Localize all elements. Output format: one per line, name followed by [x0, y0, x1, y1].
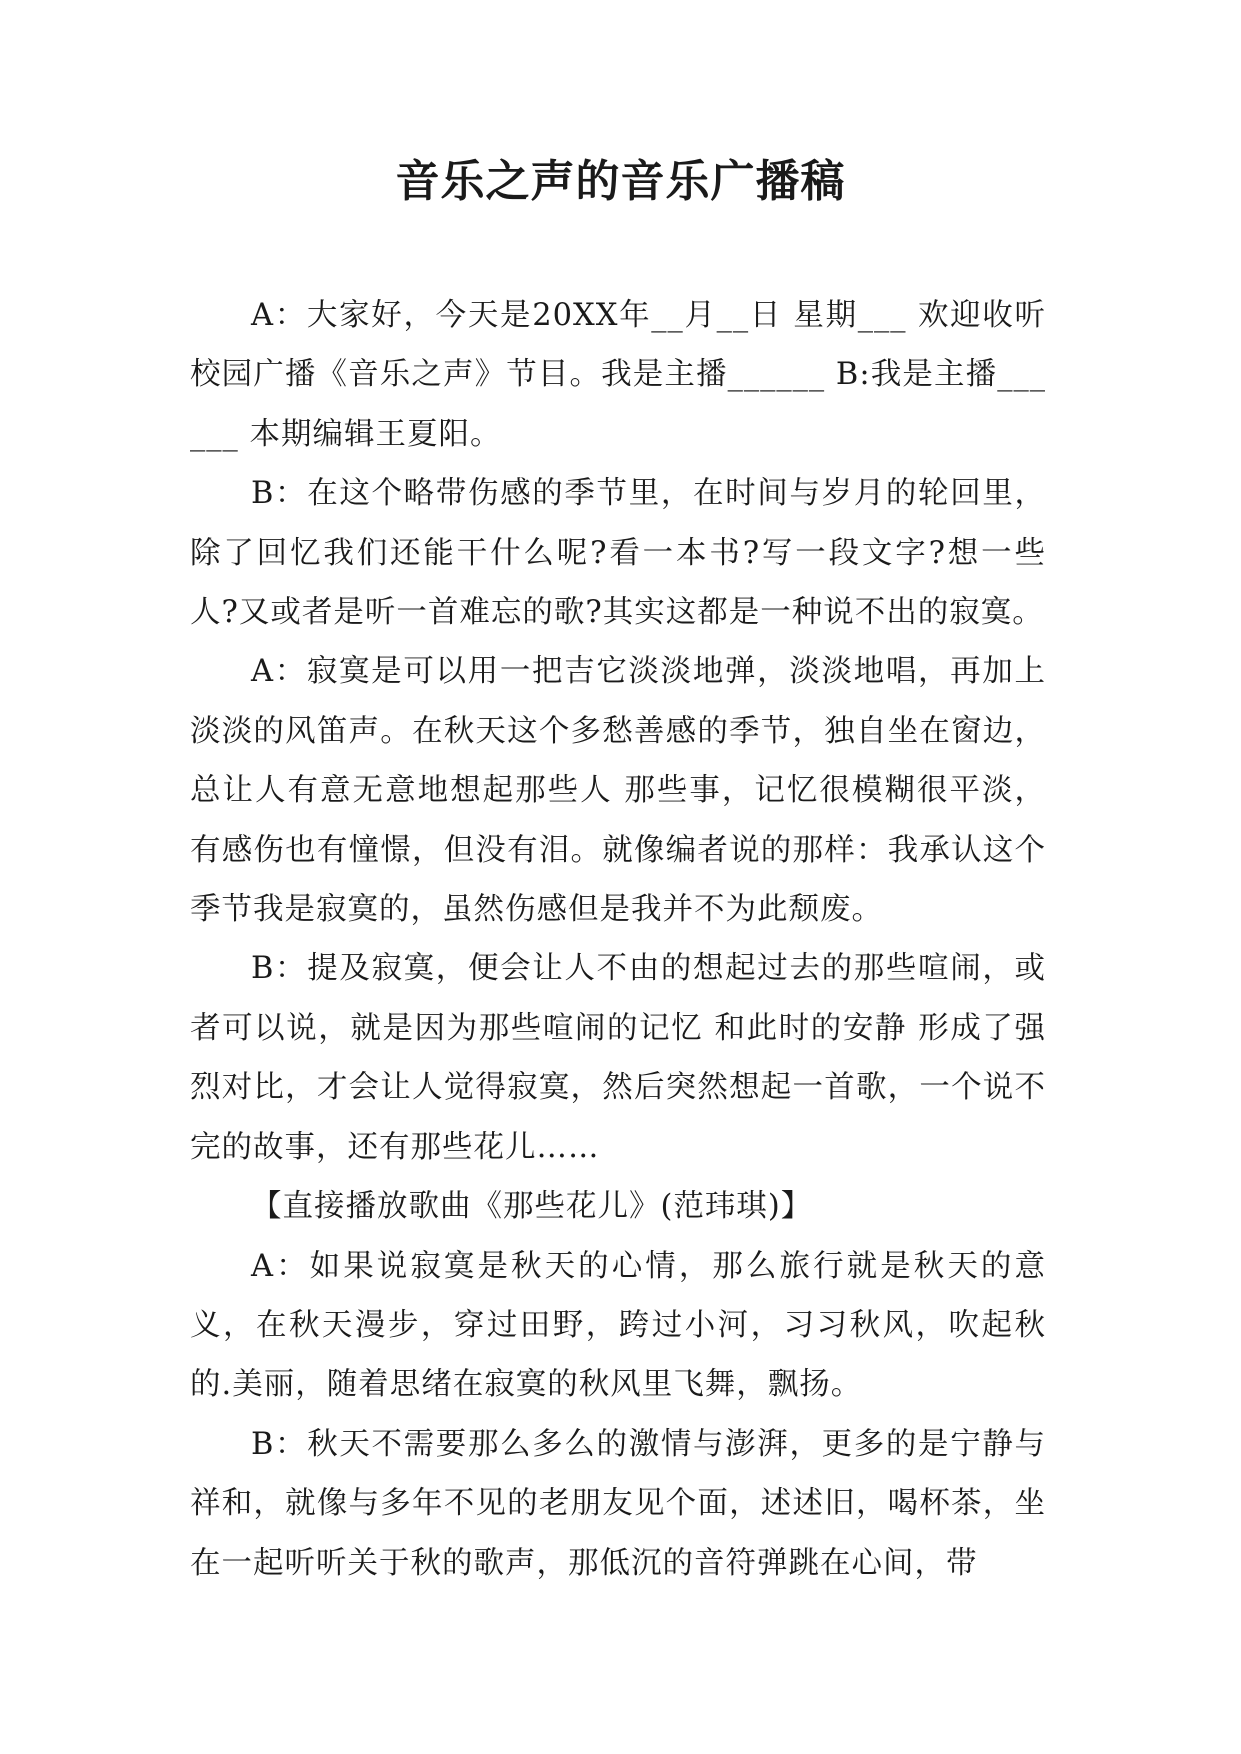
paragraph-a-greeting: A：大家好，今天是20XX年__月__日 星期___ 欢迎收听校园广播《音乐之声》节目。我是主播______ B:我是主播______ 本期编辑王夏阳。 — [190, 298, 1046, 452]
stage-direction-song: 【直接播放歌曲《那些花儿》(范玮琪)】 — [251, 1189, 813, 1225]
paragraph-a-travel: A：如果说寂寞是秋天的心情，那么旅行就是秋天的意义，在秋天漫步，穿过田野，跨过小河，习习秋风，吹起秋的.美丽，随着思绪在寂寞的秋风里飞舞，飘扬。 — [190, 1248, 1046, 1403]
document-body — [190, 286, 1046, 1593]
document-title: 音乐之声的音乐广播稿 — [395, 156, 846, 207]
paragraph-b-season: B：在这个略带伤感的季节里，在时间与岁月的轮回里，除了回忆我们还能干什么呢?看一本书?写一段文字?想一些人?又或者是听一首难忘的歌?其实这都是一种说不出的寂寞。 — [190, 476, 1046, 631]
paragraph-b-autumn: B：秋天不需要那么多么的激情与澎湃，更多的是宁静与祥和，就像与多年不见的老朋友见个面，述述旧，喝杯茶，坐在一起听听关于秋的歌声，那低沉的音符弹跳在心间，带 — [190, 1426, 1046, 1581]
paragraph-b-memory: B：提及寂寞，便会让人不由的想起过去的那些喧闹，或者可以说，就是因为那些喧闹的记忆 和此时的安静 形成了强烈对比，才会让人觉得寂寞，然后突然想起一首歌，一个说不完的故事，还有那些花儿…… — [190, 951, 1046, 1165]
paragraph-a-loneliness: A：寂寞是可以用一把吉它淡淡地弹，淡淡地唱，再加上淡淡的风笛声。在秋天这个多愁善感的季节，独自坐在窗边，总让人有意无意地想起那些人 那些事，记忆很模糊很平淡，有感伤也有憧憬，但没有泪。就像编者说的那样：我承认这个季节我是寂寞的，虽然伤感但是我并不为此颓废。 — [190, 654, 1046, 928]
